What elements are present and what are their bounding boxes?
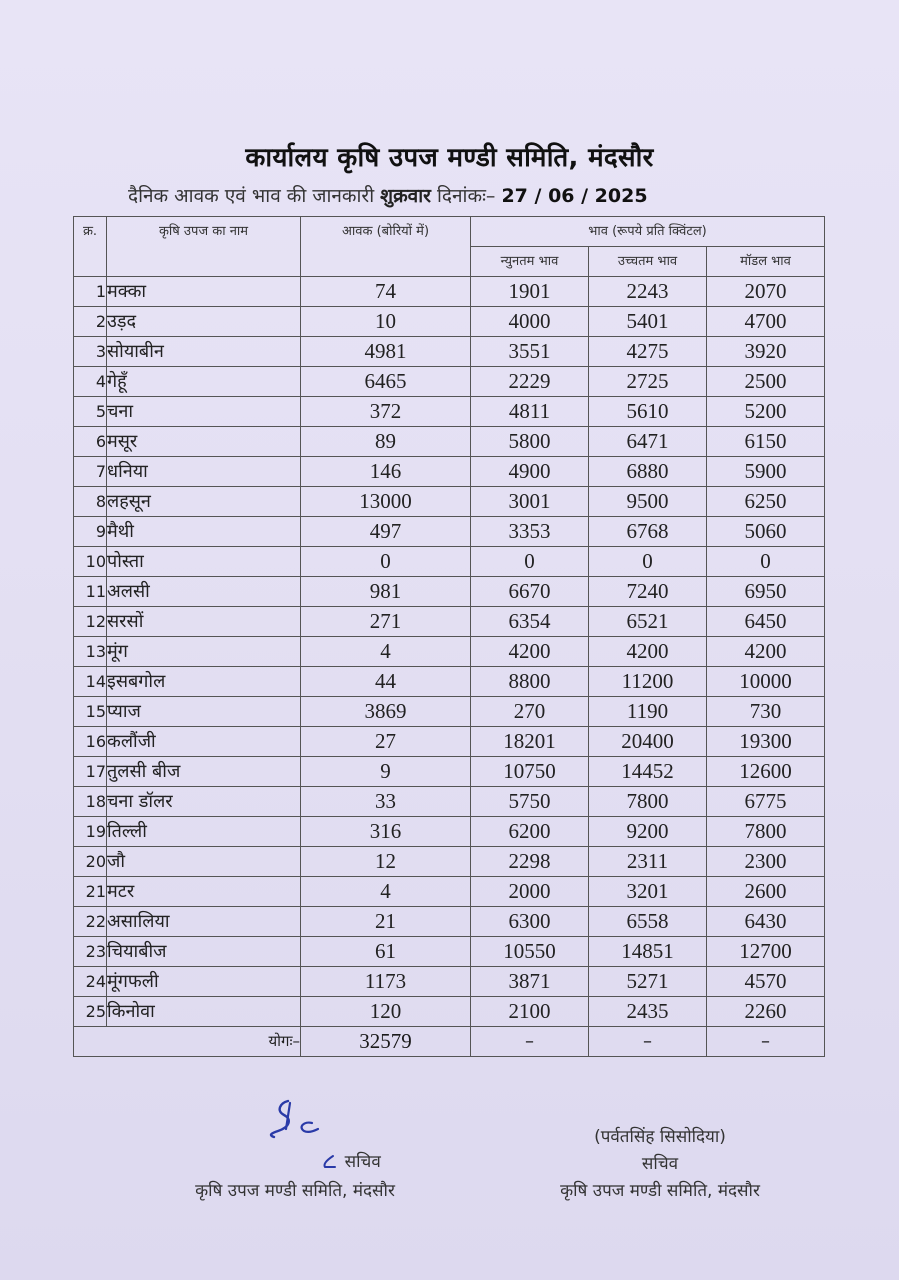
crop-name: सरसों <box>107 607 301 637</box>
crop-name: चना डॉलर <box>107 787 301 817</box>
total-modal-dash: – <box>707 1027 825 1057</box>
max-price: 6768 <box>589 517 707 547</box>
table-row <box>74 937 825 967</box>
crop-name: सोयाबीन <box>107 337 301 367</box>
table-row <box>74 817 825 847</box>
arrival-bags: 1173 <box>301 967 471 997</box>
modal-price: 730 <box>707 697 825 727</box>
table-row <box>74 607 825 637</box>
row-serial: 5 <box>74 397 107 427</box>
min-price: 5800 <box>471 427 589 457</box>
modal-price: 2500 <box>707 367 825 397</box>
arrival-bags: 316 <box>301 817 471 847</box>
crop-name: गेहूँ <box>107 367 301 397</box>
row-serial: 8 <box>74 487 107 517</box>
modal-price: 2300 <box>707 847 825 877</box>
max-price: 7800 <box>589 787 707 817</box>
modal-price: 6430 <box>707 907 825 937</box>
crop-name: मसूर <box>107 427 301 457</box>
row-serial: 7 <box>74 457 107 487</box>
min-price: 10750 <box>471 757 589 787</box>
min-price: 6354 <box>471 607 589 637</box>
row-serial: 18 <box>74 787 107 817</box>
arrival-bags: 271 <box>301 607 471 637</box>
crop-name: मूंग <box>107 637 301 667</box>
modal-price: 4200 <box>707 637 825 667</box>
table-row <box>74 457 825 487</box>
table-row <box>74 337 825 367</box>
table-row <box>74 877 825 907</box>
row-serial: 21 <box>74 877 107 907</box>
modal-price: 6950 <box>707 577 825 607</box>
crop-name: चियाबीज <box>107 937 301 967</box>
table-row <box>74 967 825 997</box>
modal-price: 0 <box>707 547 825 577</box>
arrival-bags: 120 <box>301 997 471 1027</box>
modal-price: 3920 <box>707 337 825 367</box>
arrival-bags: 89 <box>301 427 471 457</box>
row-serial: 6 <box>74 427 107 457</box>
min-price: 2000 <box>471 877 589 907</box>
min-price: 6670 <box>471 577 589 607</box>
modal-price: 12600 <box>707 757 825 787</box>
modal-price: 10000 <box>707 667 825 697</box>
arrival-bags: 33 <box>301 787 471 817</box>
min-price: 3001 <box>471 487 589 517</box>
modal-price: 4570 <box>707 967 825 997</box>
col-header-arrival: आवक (बोरियों में) <box>301 217 471 277</box>
modal-price: 6250 <box>707 487 825 517</box>
row-serial: 2 <box>74 307 107 337</box>
arrival-bags: 74 <box>301 277 471 307</box>
min-price: 8800 <box>471 667 589 697</box>
right-signatory-office: कृषि उपज मण्डी समिति, मंदसौर <box>560 1181 760 1201</box>
arrival-bags: 0 <box>301 547 471 577</box>
arrival-bags: 13000 <box>301 487 471 517</box>
max-price: 7240 <box>589 577 707 607</box>
crop-name: उड़द <box>107 307 301 337</box>
crop-name: किनोवा <box>107 997 301 1027</box>
arrival-bags: 9 <box>301 757 471 787</box>
crop-name: अलसी <box>107 577 301 607</box>
row-serial: 9 <box>74 517 107 547</box>
table-row <box>74 277 825 307</box>
min-price: 6200 <box>471 817 589 847</box>
max-price: 4275 <box>589 337 707 367</box>
crop-name: मक्का <box>107 277 301 307</box>
row-serial: 20 <box>74 847 107 877</box>
modal-price: 5200 <box>707 397 825 427</box>
max-price: 2435 <box>589 997 707 1027</box>
table-body <box>74 277 825 1027</box>
page-title: कार्यालय कृषि उपज मण्डी समिति, मंदसौर <box>245 143 654 173</box>
max-price: 9500 <box>589 487 707 517</box>
row-serial: 12 <box>74 607 107 637</box>
table-row <box>74 637 825 667</box>
min-price: 2100 <box>471 997 589 1027</box>
modal-price: 2260 <box>707 997 825 1027</box>
arrival-bags: 6465 <box>301 367 471 397</box>
arrival-bags: 21 <box>301 907 471 937</box>
table-row <box>74 847 825 877</box>
initial-mark-icon <box>319 1154 339 1170</box>
table-row <box>74 997 825 1027</box>
min-price: 3871 <box>471 967 589 997</box>
modal-price: 5060 <box>707 517 825 547</box>
total-max-dash: – <box>589 1027 707 1057</box>
crop-name: चना <box>107 397 301 427</box>
row-serial: 14 <box>74 667 107 697</box>
left-signature-block <box>150 1095 440 1201</box>
arrival-bags: 44 <box>301 667 471 697</box>
row-serial: 11 <box>74 577 107 607</box>
crop-name: इसबगोल <box>107 667 301 697</box>
crop-name: प्याज <box>107 697 301 727</box>
row-serial: 24 <box>74 967 107 997</box>
crop-name: लहसून <box>107 487 301 517</box>
max-price: 14851 <box>589 937 707 967</box>
modal-price: 19300 <box>707 727 825 757</box>
table-row <box>74 487 825 517</box>
crop-name: तुलसी बीज <box>107 757 301 787</box>
arrival-bags: 4981 <box>301 337 471 367</box>
max-price: 5610 <box>589 397 707 427</box>
table-row <box>74 907 825 937</box>
max-price: 2243 <box>589 277 707 307</box>
arrival-bags: 4 <box>301 637 471 667</box>
arrival-bags: 4 <box>301 877 471 907</box>
max-price: 4200 <box>589 637 707 667</box>
col-header-price-group: भाव (रूपये प्रति क्विंटल) <box>471 217 825 247</box>
table-row <box>74 667 825 697</box>
modal-price: 6450 <box>707 607 825 637</box>
max-price: 1190 <box>589 697 707 727</box>
min-price: 0 <box>471 547 589 577</box>
min-price: 1901 <box>471 277 589 307</box>
min-price: 270 <box>471 697 589 727</box>
min-price: 18201 <box>471 727 589 757</box>
col-header-modal-price: मॉडल भाव <box>707 247 825 277</box>
min-price: 10550 <box>471 937 589 967</box>
arrival-bags: 981 <box>301 577 471 607</box>
max-price: 20400 <box>589 727 707 757</box>
col-header-min-price: न्युनतम भाव <box>471 247 589 277</box>
row-serial: 15 <box>74 697 107 727</box>
max-price: 14452 <box>589 757 707 787</box>
crop-name: पोस्ता <box>107 547 301 577</box>
modal-price: 2070 <box>707 277 825 307</box>
table-row <box>74 307 825 337</box>
table-row <box>74 757 825 787</box>
row-serial: 3 <box>74 337 107 367</box>
table-row <box>74 727 825 757</box>
arrival-bags: 372 <box>301 397 471 427</box>
min-price: 4000 <box>471 307 589 337</box>
modal-price: 7800 <box>707 817 825 847</box>
arrival-bags: 27 <box>301 727 471 757</box>
total-min-dash: – <box>471 1027 589 1057</box>
report-subtitle <box>128 182 788 208</box>
subtitle-text: दैनिक आवक एवं भाव की जानकारी <box>128 185 375 207</box>
row-serial: 25 <box>74 997 107 1027</box>
mandi-rates-table <box>73 216 825 1057</box>
modal-price: 6775 <box>707 787 825 817</box>
arrival-bags: 497 <box>301 517 471 547</box>
table-row <box>74 517 825 547</box>
crop-name: मूंगफली <box>107 967 301 997</box>
arrival-bags: 12 <box>301 847 471 877</box>
min-price: 4811 <box>471 397 589 427</box>
max-price: 6471 <box>589 427 707 457</box>
col-header-crop-name: कृषि उपज का नाम <box>107 217 301 277</box>
crop-name: मैथी <box>107 517 301 547</box>
row-serial: 22 <box>74 907 107 937</box>
crop-name: धनिया <box>107 457 301 487</box>
min-price: 5750 <box>471 787 589 817</box>
total-label: योगः– <box>74 1027 301 1057</box>
arrival-bags: 61 <box>301 937 471 967</box>
table-row <box>74 787 825 817</box>
crop-name: मटर <box>107 877 301 907</box>
min-price: 2298 <box>471 847 589 877</box>
max-price: 11200 <box>589 667 707 697</box>
modal-price: 6150 <box>707 427 825 457</box>
max-price: 2725 <box>589 367 707 397</box>
row-serial: 17 <box>74 757 107 787</box>
min-price: 4200 <box>471 637 589 667</box>
modal-price: 12700 <box>707 937 825 967</box>
modal-price: 2600 <box>707 877 825 907</box>
row-serial: 10 <box>74 547 107 577</box>
max-price: 9200 <box>589 817 707 847</box>
modal-price: 5900 <box>707 457 825 487</box>
table-row <box>74 427 825 457</box>
total-arrival: 32579 <box>301 1027 471 1057</box>
col-header-max-price: उच्चतम भाव <box>589 247 707 277</box>
crop-name: असालिया <box>107 907 301 937</box>
min-price: 4900 <box>471 457 589 487</box>
modal-price: 4700 <box>707 307 825 337</box>
max-price: 6521 <box>589 607 707 637</box>
arrival-bags: 146 <box>301 457 471 487</box>
total-row <box>74 1027 825 1057</box>
max-price: 5401 <box>589 307 707 337</box>
row-serial: 13 <box>74 637 107 667</box>
table-row <box>74 397 825 427</box>
report-day: शुक्रवार <box>380 185 431 207</box>
min-price: 2229 <box>471 367 589 397</box>
row-serial: 4 <box>74 367 107 397</box>
max-price: 0 <box>589 547 707 577</box>
max-price: 2311 <box>589 847 707 877</box>
row-serial: 19 <box>74 817 107 847</box>
left-signatory-role: सचिव <box>344 1152 381 1172</box>
table-row <box>74 367 825 397</box>
table-row <box>74 577 825 607</box>
table-row <box>74 547 825 577</box>
max-price: 3201 <box>589 877 707 907</box>
crop-name: जौ <box>107 847 301 877</box>
row-serial: 23 <box>74 937 107 967</box>
crop-name: कलौंजी <box>107 727 301 757</box>
left-signatory-office: कृषि उपज मण्डी समिति, मंदसौर <box>195 1181 395 1201</box>
min-price: 3551 <box>471 337 589 367</box>
max-price: 6558 <box>589 907 707 937</box>
max-price: 6880 <box>589 457 707 487</box>
right-signature-block <box>510 1124 810 1205</box>
crop-name: तिल्ली <box>107 817 301 847</box>
report-date: 27 / 06 / 2025 <box>501 185 648 207</box>
right-signatory-role: सचिव <box>641 1154 679 1174</box>
min-price: 6300 <box>471 907 589 937</box>
arrival-bags: 3869 <box>301 697 471 727</box>
handwritten-signature <box>260 1095 330 1145</box>
date-label: दिनांकः– <box>437 185 496 207</box>
table-row <box>74 697 825 727</box>
right-signatory-name: (पर्वतसिंह सिसोदिया) <box>594 1127 726 1147</box>
min-price: 3353 <box>471 517 589 547</box>
row-serial: 16 <box>74 727 107 757</box>
arrival-bags: 10 <box>301 307 471 337</box>
col-header-sr: क्र. <box>74 217 107 277</box>
max-price: 5271 <box>589 967 707 997</box>
row-serial: 1 <box>74 277 107 307</box>
